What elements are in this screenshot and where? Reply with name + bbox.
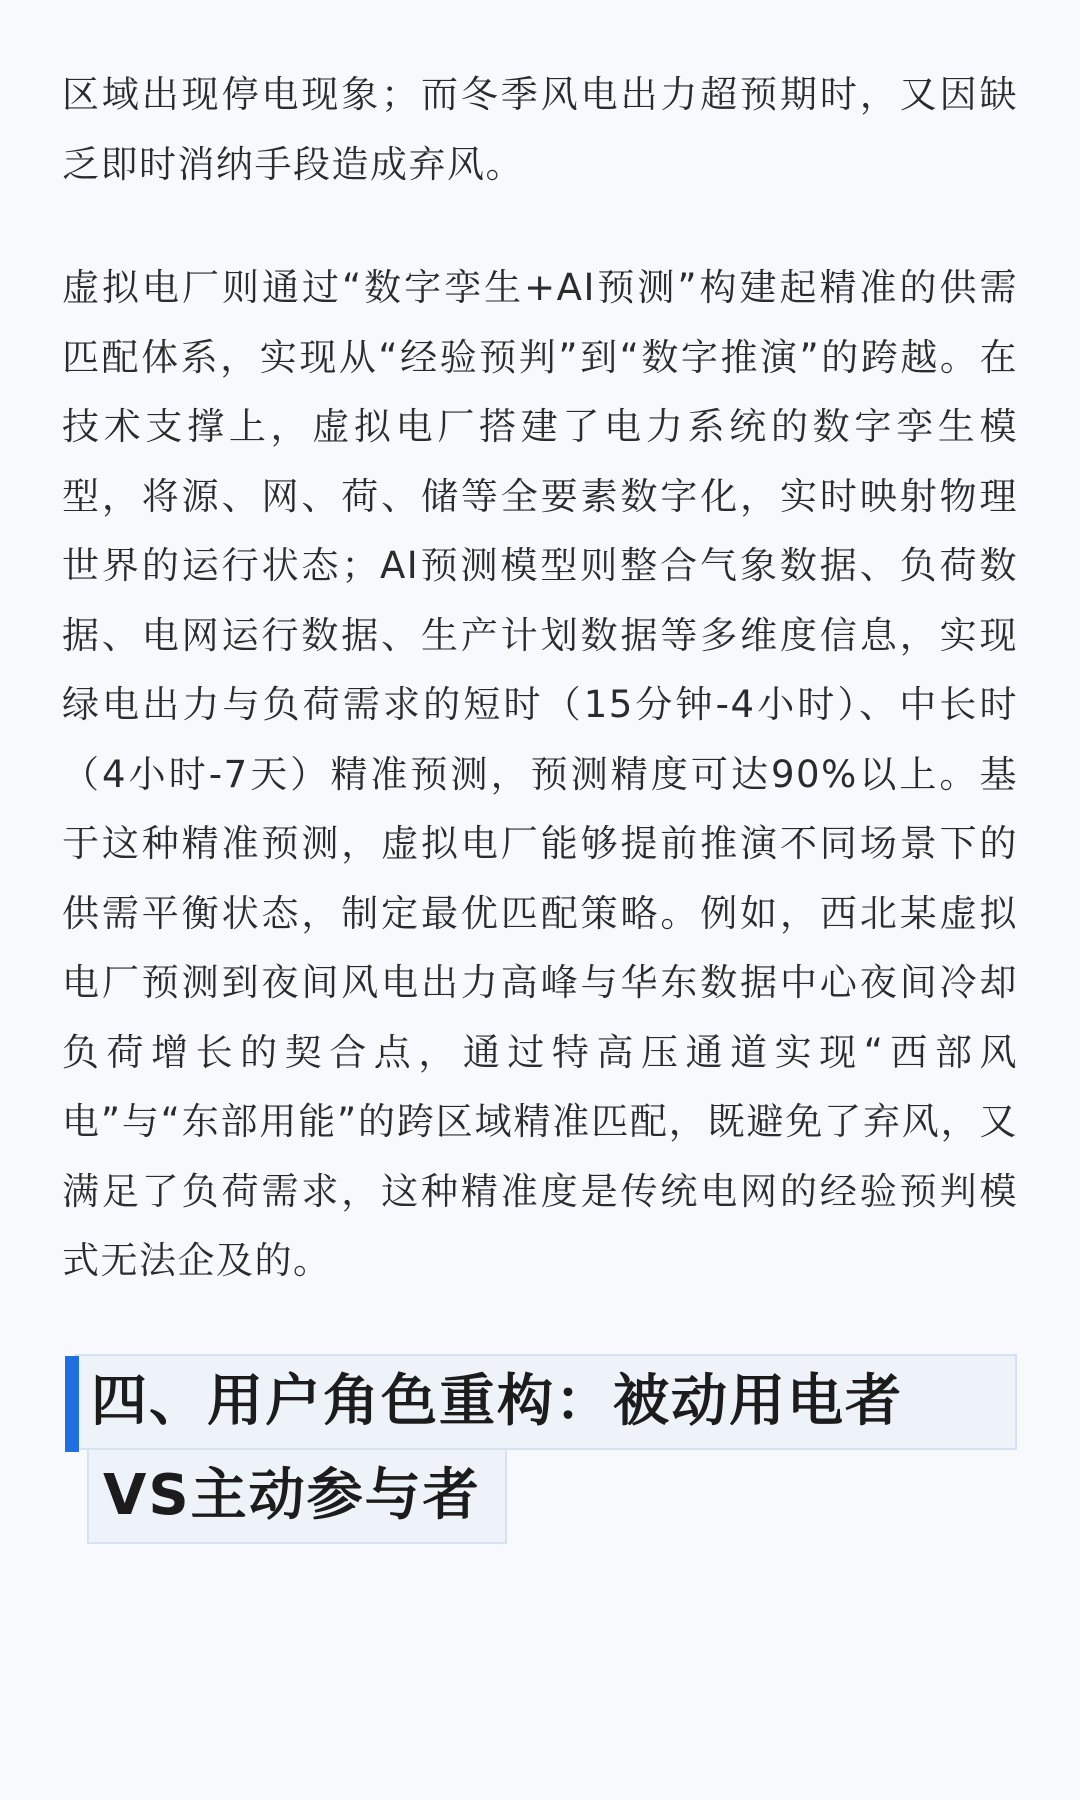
section-heading-line-2 xyxy=(87,1448,507,1544)
heading-accent-bar xyxy=(65,1356,79,1452)
paragraph-intro: 区域出现停电现象；而冬季风电出力超预期时，又因缺乏即时消纳手段造成弃风。 xyxy=(62,73,1018,186)
section-heading xyxy=(75,1354,1017,1544)
paragraph-virtual-power-plant: 虚拟电厂则通过“数字孪生+AI预测”构建起精准的供需匹配体系，实现从“经验预判”到“数字推演”的跨越。在技术支撑上，虚拟电厂搭建了电力系统的数字孪生模型，将源、网、荷、储等全要素数字化，实时映射物理世界的运行状态；AI预测模型则整合气象数据、负荷数据、电网运行数据、生产计划数据等多维度信息，实现绿电出力与负荷需求的短时（15分钟-4小时）、中长时（4小时-7天）精准预测，预测精度可达90%以上。基于这种精准预测，虚拟电厂能够提前推演不同场景下的供需平衡状态，制定最优匹配策略。例如，西北某虚拟电厂预测到夜间风电出力高峰与华东数据中心夜间冷却负荷增长的契合点，通过特高压通道实现“西部风电”与“东部用能”的跨区域精准匹配，既避免了弃风，又满足了负荷需求，这种精准度是传统电网的经验预判模式无法企及的。 xyxy=(62,266,1018,1282)
section-heading-line-1 xyxy=(75,1354,1017,1450)
section-heading-text-2: VS主动参与者 xyxy=(103,1462,481,1528)
section-heading-text-1: 四、用户角色重构：被动用电者 xyxy=(91,1368,903,1434)
